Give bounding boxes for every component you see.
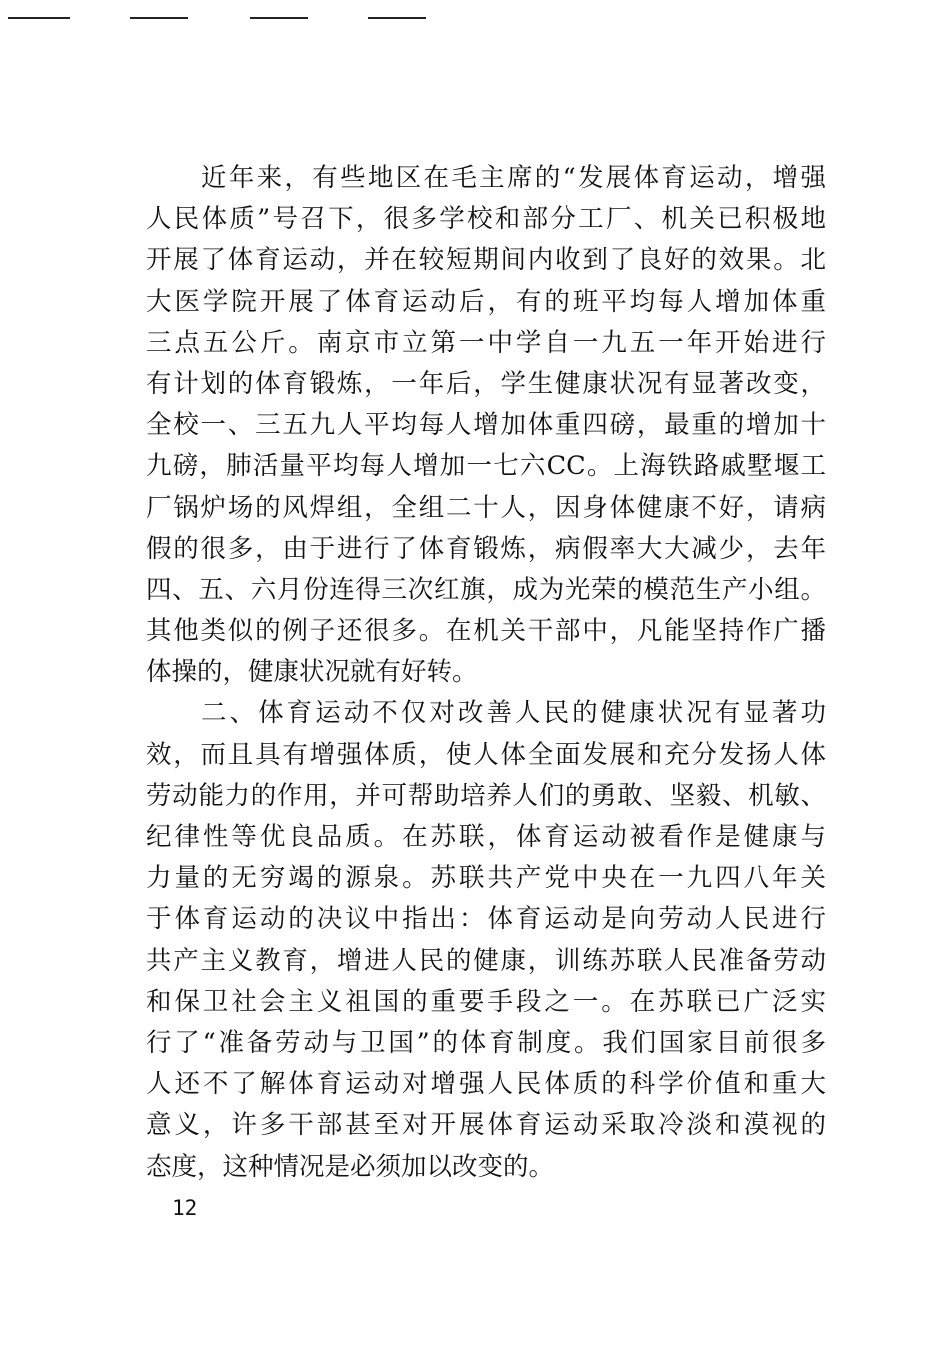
header-rule-3 bbox=[250, 17, 308, 19]
paragraph-1-line-11: 四、五、六月份连得三次红旗，成为光荣的模范生产小组。 bbox=[146, 574, 826, 605]
paragraph-1-line-12: 其他类似的例子还很多。在机关干部中，凡能坚持作广播 bbox=[146, 616, 826, 647]
paragraph-2-line-8: 和保卫社会主义祖国的重要手段之一。在苏联已广泛实 bbox=[146, 986, 826, 1017]
paragraph-1-line-10: 假的很多，由于进行了体育锻炼，病假率大大减少，去年 bbox=[146, 533, 826, 564]
page-number: 12 bbox=[172, 1196, 198, 1220]
paragraph-2-line-6: 于体育运动的决议中指出：体育运动是向劳动人民进行 bbox=[146, 904, 826, 935]
header-rule-2 bbox=[130, 17, 188, 19]
header-rule-1 bbox=[8, 17, 70, 19]
paragraph-2-line-11: 意义，许多干部甚至对开展体育运动采取冷淡和漠视的 bbox=[146, 1110, 826, 1141]
paragraph-1-line-9: 厂锅炉场的风焊组，全组二十人，因身体健康不好，请病 bbox=[146, 492, 826, 523]
paragraph-2-line-9: 行了“准备劳动与卫国”的体育制度。我们国家目前很多 bbox=[146, 1027, 826, 1058]
paragraph-1-line-1: 近年来，有些地区在毛主席的“发展体育运动，增强 bbox=[201, 163, 826, 193]
paragraph-2-line-3: 劳动能力的作用，并可帮助培养人们的勇敢、坚毅、机敏、 bbox=[146, 780, 826, 811]
body-text bbox=[146, 158, 826, 1188]
paragraph-1-line-8: 九磅，肺活量平均每人增加一七六CC。上海铁路戚墅堰工 bbox=[146, 451, 826, 482]
paragraph-2-line-5: 力量的无穷竭的源泉。苏联共产党中央在一九四八年关 bbox=[146, 863, 826, 894]
paragraph-1-line-4: 大医学院开展了体育运动后，有的班平均每人增加体重 bbox=[146, 286, 826, 317]
paragraph-2-line-10: 人还不了解体育运动对增强人民体质的科学价值和重大 bbox=[146, 1069, 826, 1100]
paragraph-2-line-1: 二、体育运动不仅对改善人民的健康状况有显著功 bbox=[201, 698, 826, 729]
paragraph-2-line-2: 效，而且具有增强体质，使人体全面发展和充分发扬人体 bbox=[146, 739, 826, 770]
header-rule-4 bbox=[368, 17, 426, 19]
paragraph-2-line-7: 共产主义教育，增进人民的健康，训练苏联人民准备劳动 bbox=[146, 945, 826, 976]
paragraph-1-line-2: 人民体质”号召下，很多学校和部分工厂、机关已积极地 bbox=[146, 204, 826, 235]
paragraph-1-line-7: 全校一、三五九人平均每人增加体重四磅，最重的增加十 bbox=[146, 410, 826, 441]
paragraph-2-line-4: 纪律性等优良品质。在苏联，体育运动被看作是健康与 bbox=[146, 822, 826, 852]
paragraph-1-line-6: 有计划的体育锻炼，一年后，学生健康状况有显著改变， bbox=[146, 368, 826, 399]
paragraph-1-line-5: 三点五公斤。南京市立第一中学自一九五一年开始进行 bbox=[146, 327, 826, 358]
paragraph-1-line-3: 开展了体育运动，并在较短期间内收到了良好的效果。北 bbox=[146, 245, 826, 276]
paragraph-2-line-12: 态度，这种情况是必须加以改变的。 bbox=[146, 1151, 555, 1182]
paragraph-1-line-13: 体操的，健康状况就有好转。 bbox=[146, 657, 478, 688]
